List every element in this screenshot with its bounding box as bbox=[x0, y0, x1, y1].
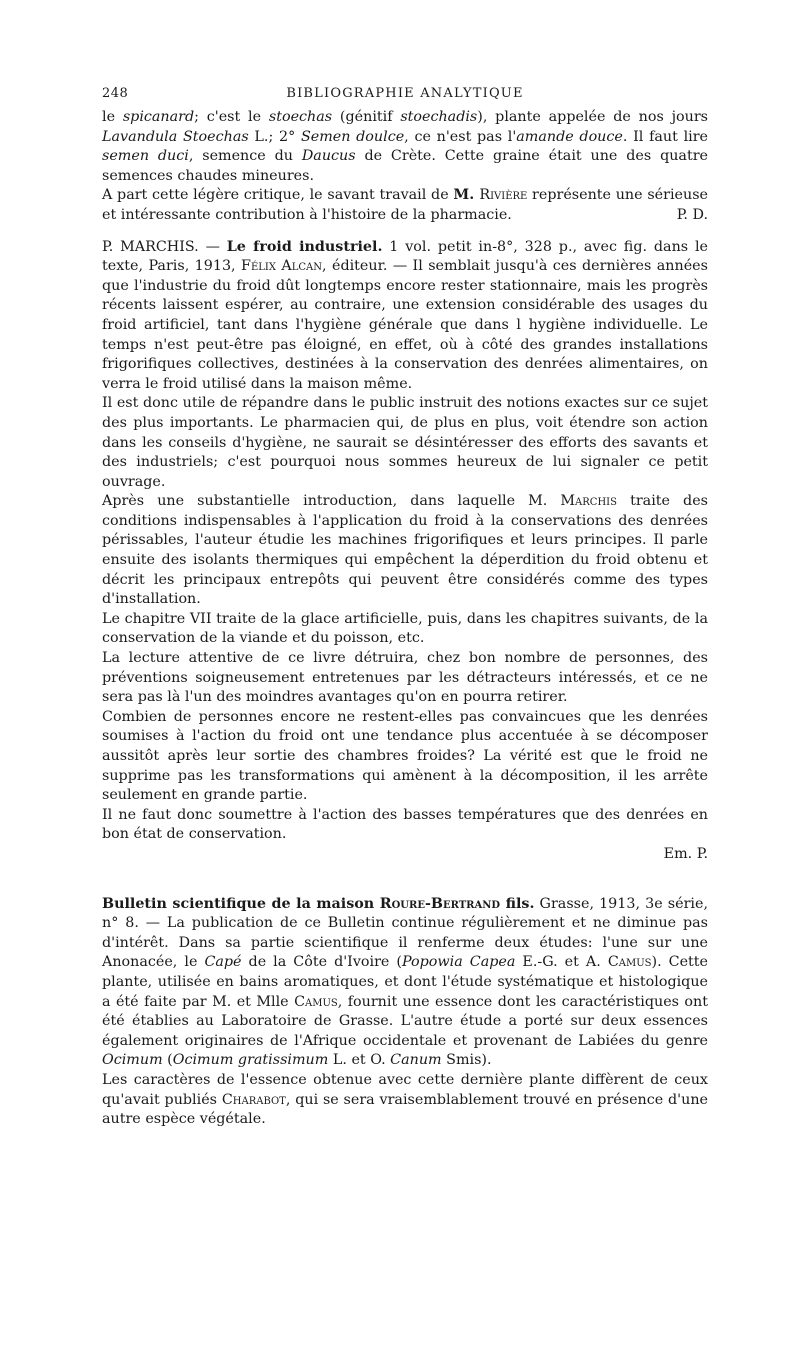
text-run: traite des conditions indispensables à l'application du froid à la conservations des denrées périssables, l'auteur étudie les machines frigorifiques et leurs principes. Il parle ensuite des isolants thermiques qui empêchent la déperdition du froid obtenu et décrit les principaux entrepôts qui peuvent être considérés comme des types d'installation. bbox=[102, 493, 709, 608]
paragraph bbox=[102, 492, 708, 610]
text-run: spicanard bbox=[122, 109, 195, 125]
review-heading bbox=[102, 895, 708, 1071]
text-run: L.; 2° bbox=[248, 128, 301, 145]
text-run: Daucus bbox=[301, 148, 356, 165]
paragraph bbox=[102, 708, 708, 806]
text-run: le bbox=[102, 109, 123, 125]
text-run: Popowia Capea bbox=[401, 954, 516, 971]
text-run: semen duci bbox=[102, 148, 189, 165]
text-run: Combien de personnes encore ne restent-elles pas convaincues que les denrées soumises à l'action du froid ont une tendance plus accentuée à se décomposer aussitôt après leur sortie des chambres froides? La vérité est que le froid ne supprime pas les transformations qui amènent à la décomposition, il les arrête seulement en grande partie. bbox=[102, 708, 708, 804]
text-run: de la Côte d'Ivoire ( bbox=[241, 954, 402, 971]
text-run: Camus bbox=[294, 993, 338, 1010]
text-run: Ocimum gratissimum bbox=[172, 1052, 329, 1069]
text-run: La lecture attentive de ce livre détruira, chez bon nombre de personnes, des préventions soigneusement entretenues par les détracteurs intéressés, et ce ne sera pas là l'un des moindres avantages qu'on en pourra retirer. bbox=[102, 650, 708, 706]
text-run: amande douce bbox=[516, 128, 623, 145]
signature: P. D. bbox=[676, 206, 708, 223]
document-page bbox=[102, 86, 708, 1130]
signature: Em. P. bbox=[663, 845, 708, 862]
text-run: . Il faut lire bbox=[622, 128, 709, 145]
text-run: , éditeur. — Il semblait jusqu'à ces dernières années que l'industrie du froid dût longtemps encore rester stationnaire, mais les progrès récents laissent espérer, au contraire, une extension considérable des usages du froid artificiel, tant dans l'hygiène générale que dans l hygiène individuelle. Le temps n'est peut-être pas éloigné, en effet, où à côté des grandes installations frigorifiques collectives, destinées à la conservation des denrées alimentaires, on verra le froid utilisé dans la maison même. bbox=[102, 258, 708, 392]
text-run: M. bbox=[453, 187, 480, 204]
text-run: stoechadis bbox=[400, 109, 478, 125]
text-run: E.-G. et A. bbox=[515, 954, 608, 971]
text-run: , fournit une essence dont les caractéristiques ont été établies au Laboratoire de Grasse. L'autre étude a porté sur deux essences également originaires de l'Afrique occidentale et provenant de Labiées du genre bbox=[102, 993, 708, 1049]
text-run: Marchis bbox=[560, 493, 617, 510]
running-title: BIBLIOGRAPHIE ANALYTIQUE bbox=[286, 86, 524, 101]
text-run: ; c'est le bbox=[194, 109, 269, 125]
text-run: Félix Alcan bbox=[241, 258, 322, 275]
paragraph bbox=[102, 845, 708, 865]
text-run: 1 vol. petit in-8°, 328 p., avec fig. dans le texte, Paris, 1913, bbox=[102, 238, 708, 275]
page-number: 248 bbox=[102, 86, 129, 101]
text-run: Semen doulce bbox=[300, 128, 405, 145]
paragraph bbox=[102, 108, 708, 186]
text-run: Grasse, 1913, 3e série, n° 8. — La publication de ce Bulletin continue régulièrement et ne diminue pas d'intérêt. Dans sa partie scientifique il renferme deux études: l'une sur une Anonacée, le bbox=[102, 895, 708, 971]
text-run: Rivière bbox=[479, 187, 528, 204]
text-run: Les caractères de l'essence obtenue avec cette dernière plante diffèrent de ceux qu'avait publiés bbox=[102, 1071, 708, 1108]
text-run: Charabot bbox=[221, 1091, 286, 1108]
text-run: ). Cette plante, utilisée en bains aromatiques, et dont l'étude systématique et histologique a été faite par M. et Mlle bbox=[102, 954, 709, 1010]
paragraph bbox=[102, 610, 708, 649]
paragraph bbox=[102, 394, 708, 492]
text-run: , qui se sera vraisemblablement trouvé en présence d'une autre espèce végétale. bbox=[102, 1091, 708, 1128]
text-run: Il ne faut donc soumettre à l'action des basses températures que des denrées en bon état de conservation. bbox=[102, 806, 708, 843]
text-run: Le chapitre VII traite de la glace artificielle, puis, dans les chapitres suivants, de la conservation de la viande et du poisson, etc. bbox=[102, 610, 708, 647]
body-text bbox=[102, 108, 708, 1130]
text-run: , ce n'est pas l' bbox=[404, 128, 517, 145]
text-run: de Crète. Cette graine était une des quatre semences chaudes mineures. bbox=[102, 148, 708, 184]
text-run: Il est donc utile de répandre dans le public instruit des notions exactes sur ce sujet des plus importants. Le pharmacien qui, de plus en plus, voit étendre son action dans les conseils d'hygiène, ne saurait se désintéresser des efforts des savants et des industriels; c'est pourquoi nous sommes heureux de lui signaler ce petit ouvrage. bbox=[102, 395, 708, 490]
text-run: Bulletin scientifique de la maison bbox=[102, 895, 380, 912]
text-run: stoechas bbox=[268, 109, 333, 125]
text-run: ), plante appelée de nos jours bbox=[477, 109, 709, 125]
text-run: L. et O. bbox=[328, 1052, 391, 1069]
text-run: Ocimum bbox=[102, 1052, 163, 1069]
review-heading bbox=[102, 238, 708, 395]
text-run: ( bbox=[162, 1052, 173, 1069]
text-run: Lavandula Stoechas bbox=[102, 128, 249, 145]
review-paragraphs bbox=[102, 1071, 708, 1130]
text-run: représente une sérieuse et intéressante contribution à l'histoire de la pharmacie. bbox=[102, 187, 708, 223]
text-run: (génitif bbox=[332, 109, 401, 125]
text-run: Le froid industriel. bbox=[226, 238, 383, 255]
text-run: Smis). bbox=[441, 1052, 492, 1069]
text-run: A part cette légère critique, le savant travail de bbox=[102, 187, 454, 204]
text-run: Roure-Bertrand bbox=[379, 895, 501, 912]
text-run: , semence du bbox=[188, 148, 302, 165]
text-run: fils. bbox=[500, 895, 535, 912]
text-run: Camus bbox=[607, 954, 652, 971]
paragraph bbox=[102, 806, 708, 845]
text-run: P. MARCHIS. — bbox=[102, 238, 227, 255]
running-header bbox=[102, 86, 708, 108]
text-run: Après une substantielle introduction, dans laquelle M. bbox=[102, 493, 561, 510]
paragraph bbox=[102, 186, 708, 225]
review-paragraphs bbox=[102, 394, 708, 845]
text-run: Capé bbox=[204, 954, 242, 971]
text-run: Canum bbox=[390, 1052, 442, 1069]
paragraph bbox=[102, 649, 708, 708]
paragraph bbox=[102, 1071, 708, 1130]
